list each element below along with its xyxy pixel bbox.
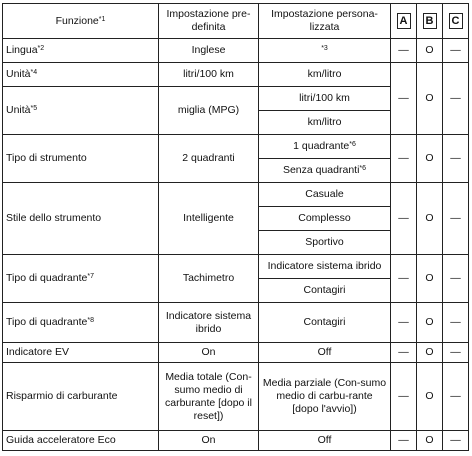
row-unita4-function: Unità$^{*4}$: [3, 63, 159, 87]
row-unita5-custom1: litri/100 km: [259, 87, 391, 111]
row-unita4-custom: km/litro: [259, 63, 391, 87]
row-quadrante7-custom1: Indicatore sistema ibrido: [259, 255, 391, 279]
table-row: [3, 183, 469, 207]
row-quadrante7-default: Tachimetro: [159, 255, 259, 303]
cell-c: —: [443, 63, 469, 135]
cell-c: —: [443, 135, 469, 183]
cell-a: —: [391, 363, 417, 431]
row-quadrante7-function: Tipo di quadrante$^{*7}$: [3, 255, 159, 303]
cell-a: —: [391, 343, 417, 363]
settings-table: [2, 3, 469, 451]
row-unita4-default: litri/100 km: [159, 63, 259, 87]
cell-a: —: [391, 39, 417, 63]
row-tipo-strumento-custom2: Senza quadranti$^{*6}$: [259, 159, 391, 183]
row-risparmio-function: Risparmio di carburante: [3, 363, 159, 431]
table-row: [3, 343, 469, 363]
table-row: [3, 363, 469, 431]
header-default: Impostazione pre-definita: [159, 4, 259, 39]
row-unita5-default: miglia (MPG): [159, 87, 259, 135]
row-unita5-function: Unità$^{*5}$: [3, 87, 159, 135]
cell-a: —: [391, 63, 417, 135]
cell-c: —: [443, 343, 469, 363]
row-ev-custom: Off: [259, 343, 391, 363]
row-tipo-strumento-default: 2 quadranti: [159, 135, 259, 183]
cell-a: —: [391, 303, 417, 343]
row-tipo-strumento-function: Tipo di strumento: [3, 135, 159, 183]
row-lingua-function: Lingua$^{*2}$: [3, 39, 159, 63]
header-a: A: [391, 4, 417, 39]
cell-b: O: [417, 255, 443, 303]
table-row: [3, 39, 469, 63]
header-funzione: Funzione$^{*1}$: [3, 4, 159, 39]
cell-b: O: [417, 39, 443, 63]
row-stile-custom3: Sportivo: [259, 231, 391, 255]
table-row: [3, 63, 469, 87]
header-custom: Impostazione persona-lizzata: [259, 4, 391, 39]
table-row: [3, 255, 469, 279]
row-risparmio-custom: Media parziale (Con-sumo medio di carbu-rante [dopo l'avvio]): [259, 363, 391, 431]
cell-b: O: [417, 303, 443, 343]
cell-b: O: [417, 183, 443, 255]
row-eco-default: On: [159, 431, 259, 451]
header-b: B: [417, 4, 443, 39]
row-quadrante8-custom: Contagiri: [259, 303, 391, 343]
table-row: [3, 431, 469, 451]
row-risparmio-default: Media totale (Con-sumo medio di carburante [dopo il reset]): [159, 363, 259, 431]
cell-b: O: [417, 363, 443, 431]
row-stile-default: Intelligente: [159, 183, 259, 255]
cell-c: —: [443, 431, 469, 451]
cell-c: —: [443, 39, 469, 63]
row-eco-custom: Off: [259, 431, 391, 451]
row-ev-default: On: [159, 343, 259, 363]
row-lingua-custom: *3: [259, 39, 391, 63]
cell-b: O: [417, 343, 443, 363]
row-stile-custom2: Complesso: [259, 207, 391, 231]
table-row: [3, 303, 469, 343]
cell-b: O: [417, 135, 443, 183]
cell-a: —: [391, 135, 417, 183]
header-c: C: [443, 4, 469, 39]
row-stile-function: Stile dello strumento: [3, 183, 159, 255]
row-unita5-custom2: km/litro: [259, 111, 391, 135]
row-quadrante8-function: Tipo di quadrante$^{*8}$: [3, 303, 159, 343]
cell-c: —: [443, 183, 469, 255]
cell-a: —: [391, 431, 417, 451]
cell-c: —: [443, 303, 469, 343]
row-ev-function: Indicatore EV: [3, 343, 159, 363]
row-tipo-strumento-custom1: 1 quadrante$^{*6}$: [259, 135, 391, 159]
table-header-row: [3, 4, 469, 39]
table-row: [3, 135, 469, 159]
cell-c: —: [443, 255, 469, 303]
row-stile-custom1: Casuale: [259, 183, 391, 207]
cell-b: O: [417, 63, 443, 135]
cell-a: —: [391, 255, 417, 303]
row-lingua-default: Inglese: [159, 39, 259, 63]
cell-a: —: [391, 183, 417, 255]
cell-b: O: [417, 431, 443, 451]
row-quadrante8-default: Indicatore sistema ibrido: [159, 303, 259, 343]
cell-c: —: [443, 363, 469, 431]
row-eco-function: Guida acceleratore Eco: [3, 431, 159, 451]
row-quadrante7-custom2: Contagiri: [259, 279, 391, 303]
